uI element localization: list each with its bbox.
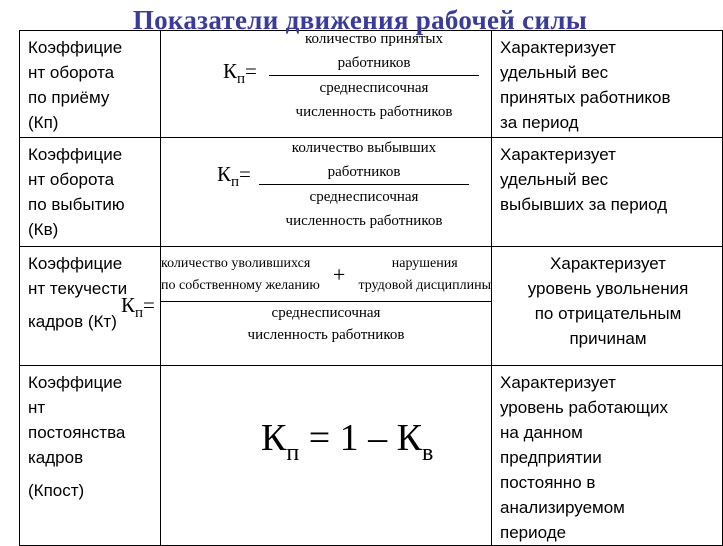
indicator-name-line: по приёму	[28, 88, 110, 107]
description-cell	[492, 366, 723, 546]
denominator-line: численность работников	[295, 104, 453, 120]
indicator-name-line: по выбытию	[28, 195, 125, 214]
indicator-name-cell	[20, 138, 161, 247]
numerator-line: нарушения	[391, 256, 458, 271]
page-title: Показатели движения рабочей силы	[132, 5, 588, 35]
plus-sign: +	[332, 262, 346, 287]
indicator-name-line: нт оборота	[28, 170, 115, 189]
description-line: по отрицательным	[534, 304, 682, 323]
indicator-name-line: Коэффицие	[28, 373, 123, 392]
formula-cell	[161, 31, 492, 138]
numerator-line: по собственному желанию	[161, 278, 320, 293]
indicator-name-line: (Кв)	[28, 220, 59, 239]
indicator-name-line: нт текучести	[28, 279, 128, 298]
denominator-line: численность работников	[247, 327, 405, 343]
indicator-name-line: кадров (Кт)	[28, 312, 117, 331]
numerator	[161, 253, 491, 297]
description-line: периоде	[500, 523, 567, 542]
indicator-name-line: Коэффицие	[28, 254, 123, 273]
table-row	[20, 366, 723, 546]
description-cell	[492, 31, 723, 138]
description-line: уровень увольнения	[527, 279, 689, 298]
numerator-line: количество уволившихся	[161, 256, 311, 271]
table-row	[20, 247, 723, 366]
constancy-formula: $К_п = 1 - К_в$	[261, 417, 434, 466]
formula-fraction	[259, 136, 469, 233]
formula-fraction	[161, 253, 491, 346]
numerator-line: количество выбывших	[291, 140, 437, 156]
formula-cell	[161, 138, 492, 247]
description-line: Характеризует	[500, 373, 616, 392]
formula-cell	[121, 247, 492, 366]
numerator-line: количество принятых	[305, 31, 443, 47]
description-line: удельный вес	[500, 63, 609, 82]
indicator-name-line: нт	[28, 398, 46, 417]
description-line: принятых работников	[500, 88, 671, 107]
indicator-name-cell	[20, 31, 161, 138]
formula-cell	[161, 366, 492, 546]
description-line: постоянно в	[500, 473, 596, 492]
indicator-name-line: Коэффицие	[28, 145, 123, 164]
description-line: Характеризует	[500, 145, 616, 164]
indicator-name-line: кадров	[28, 448, 84, 467]
indicators-table	[19, 30, 723, 546]
table-row	[20, 31, 723, 138]
formula-fraction	[269, 27, 479, 124]
denominator-line: среднесписочная	[319, 80, 429, 96]
description-line: причинам	[569, 329, 647, 348]
description-line: Характеризует	[500, 38, 616, 57]
indicator-name-line: (Кпост)	[28, 481, 85, 500]
description-line: удельный вес	[500, 170, 609, 189]
formula-lhs: $К_п=$	[217, 162, 251, 191]
description-cell	[492, 138, 723, 247]
numerator-line: трудовой дисциплины	[358, 278, 491, 293]
indicator-name-line: Коэффицие	[28, 38, 123, 57]
indicator-name-line: постоянства	[28, 423, 126, 442]
table-row	[20, 138, 723, 247]
formula-lhs: $К_п=$	[223, 59, 257, 88]
description-line: за период	[500, 113, 579, 132]
description-line: Характеризует	[550, 254, 666, 273]
description-cell	[492, 247, 723, 366]
denominator-line: среднесписочная	[309, 189, 419, 205]
numerator-line: работников	[337, 55, 411, 71]
indicator-name-line: (Кп)	[28, 113, 59, 132]
description-line: на данном	[500, 423, 583, 442]
description-line: уровень работающих	[500, 398, 668, 417]
description-line: выбывших за период	[500, 195, 668, 214]
formula-lhs: $К_п=$	[121, 293, 155, 322]
description-line: предприятии	[500, 448, 602, 467]
indicator-name-line: нт оборота	[28, 63, 115, 82]
description-line: анализируемом	[500, 498, 625, 517]
denominator-line: среднесписочная	[271, 305, 381, 321]
numerator-line: работников	[327, 164, 401, 180]
indicator-name-cell	[20, 366, 161, 546]
denominator-line: численность работников	[285, 213, 443, 229]
